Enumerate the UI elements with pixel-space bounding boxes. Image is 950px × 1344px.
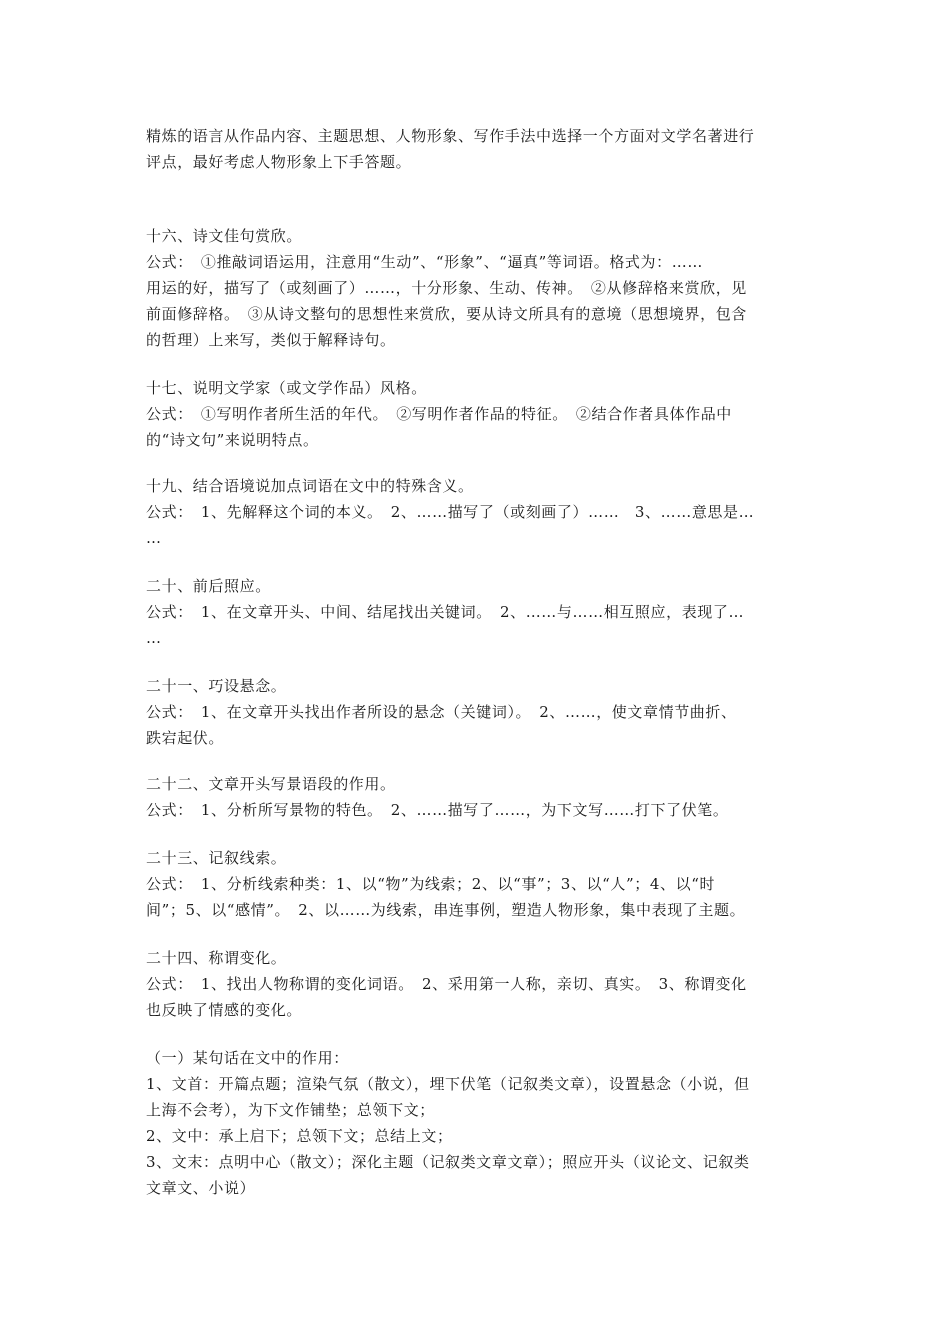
text-line: 评点，最好考虑人物形象上下手答题。: [146, 153, 412, 171]
text-line: 文章文、小说）: [146, 1179, 256, 1197]
text-line: 跌宕起伏。: [146, 729, 225, 747]
section-heading: 十九、结合语境说加点词语在文中的特殊含义。: [146, 477, 474, 495]
section-heading: （一）某句话在文中的作用：: [146, 1049, 349, 1067]
text-line: 公式： 1、在文章开头找出作者所设的悬念（关键词）。 2、……，使文章情节曲折、: [146, 703, 737, 721]
text-line: 2、文中：承上启下；总领下文；总结上文；: [146, 1127, 453, 1145]
text-line: 公式： 1、找出人物称谓的变化词语。 2、采用第一人称，亲切、真实。 3、称谓变化: [146, 975, 747, 993]
section-heading: 二十、前后照应。: [146, 577, 271, 595]
text-line: 上海不会考），为下文作铺垫；总领下文；: [146, 1101, 435, 1119]
text-line: 3、文末：点明中心（散文）；深化主题（记叙类文章文章）；照应开头（议论文、记叙类: [146, 1153, 750, 1171]
text-line: 前面修辞格。 ③从诗文整句的思想性来赏欣，要从诗文所具有的意境（思想境界，包含: [146, 305, 747, 323]
section-heading: 二十四、称谓变化。: [146, 949, 287, 967]
text-line: 公式： 1、分析线索种类：1、以“物”为线索；2、以“事”；3、以“人”；4、以“时: [146, 875, 716, 893]
section-heading: 二十一、巧设悬念。: [146, 677, 287, 695]
text-line: 用运的好，描写了（或刻画了）……，十分形象、生动、传神。 ②从修辞格来赏欣，见: [146, 279, 747, 297]
text-line: …: [146, 529, 162, 547]
text-line: …: [146, 629, 162, 647]
text-line: 公式： ①写明作者所生活的年代。 ②写明作者作品的特征。 ②结合作者具体作品中: [146, 405, 732, 423]
text-line: 间”；5、以“感情”。 2、以……为线索，串连事例，塑造人物形象，集中表现了主题。: [146, 901, 746, 919]
text-line: 的“诗文句”来说明特点。: [146, 431, 319, 449]
text-line: 公式： 1、先解释这个词的本义。 2、……描写了（或刻画了）…… 3、……意思是…: [146, 503, 755, 521]
text-line: 的哲理）上来写，类似于解释诗句。: [146, 331, 396, 349]
text-line: 公式： 1、在文章开头、中间、结尾找出关键词。 2、……与……相互照应，表现了…: [146, 603, 745, 621]
section-heading: 十六、诗文佳句赏欣。: [146, 227, 303, 245]
section-heading: 十七、说明文学家（或文学作品）风格。: [146, 379, 427, 397]
text-line: 公式： ①推敲词语运用，注意用“生动”、“形象”、“逼真”等词语。格式为：……: [146, 253, 703, 271]
text-line: 也反映了情感的变化。: [146, 1001, 303, 1019]
text-line: 精炼的语言从作品内容、主题思想、人物形象、写作手法中选择一个方面对文学名著进行: [146, 127, 755, 145]
section-heading: 二十三、记叙线索。: [146, 849, 287, 867]
text-line: 1、文首：开篇点题；渲染气氛（散文），埋下伏笔（记叙类文章），设置悬念（小说，但: [146, 1075, 750, 1093]
text-line: 公式： 1、分析所写景物的特色。 2、……描写了……，为下文写……打下了伏笔。: [146, 801, 729, 819]
section-heading: 二十二、文章开头写景语段的作用。: [146, 775, 396, 793]
